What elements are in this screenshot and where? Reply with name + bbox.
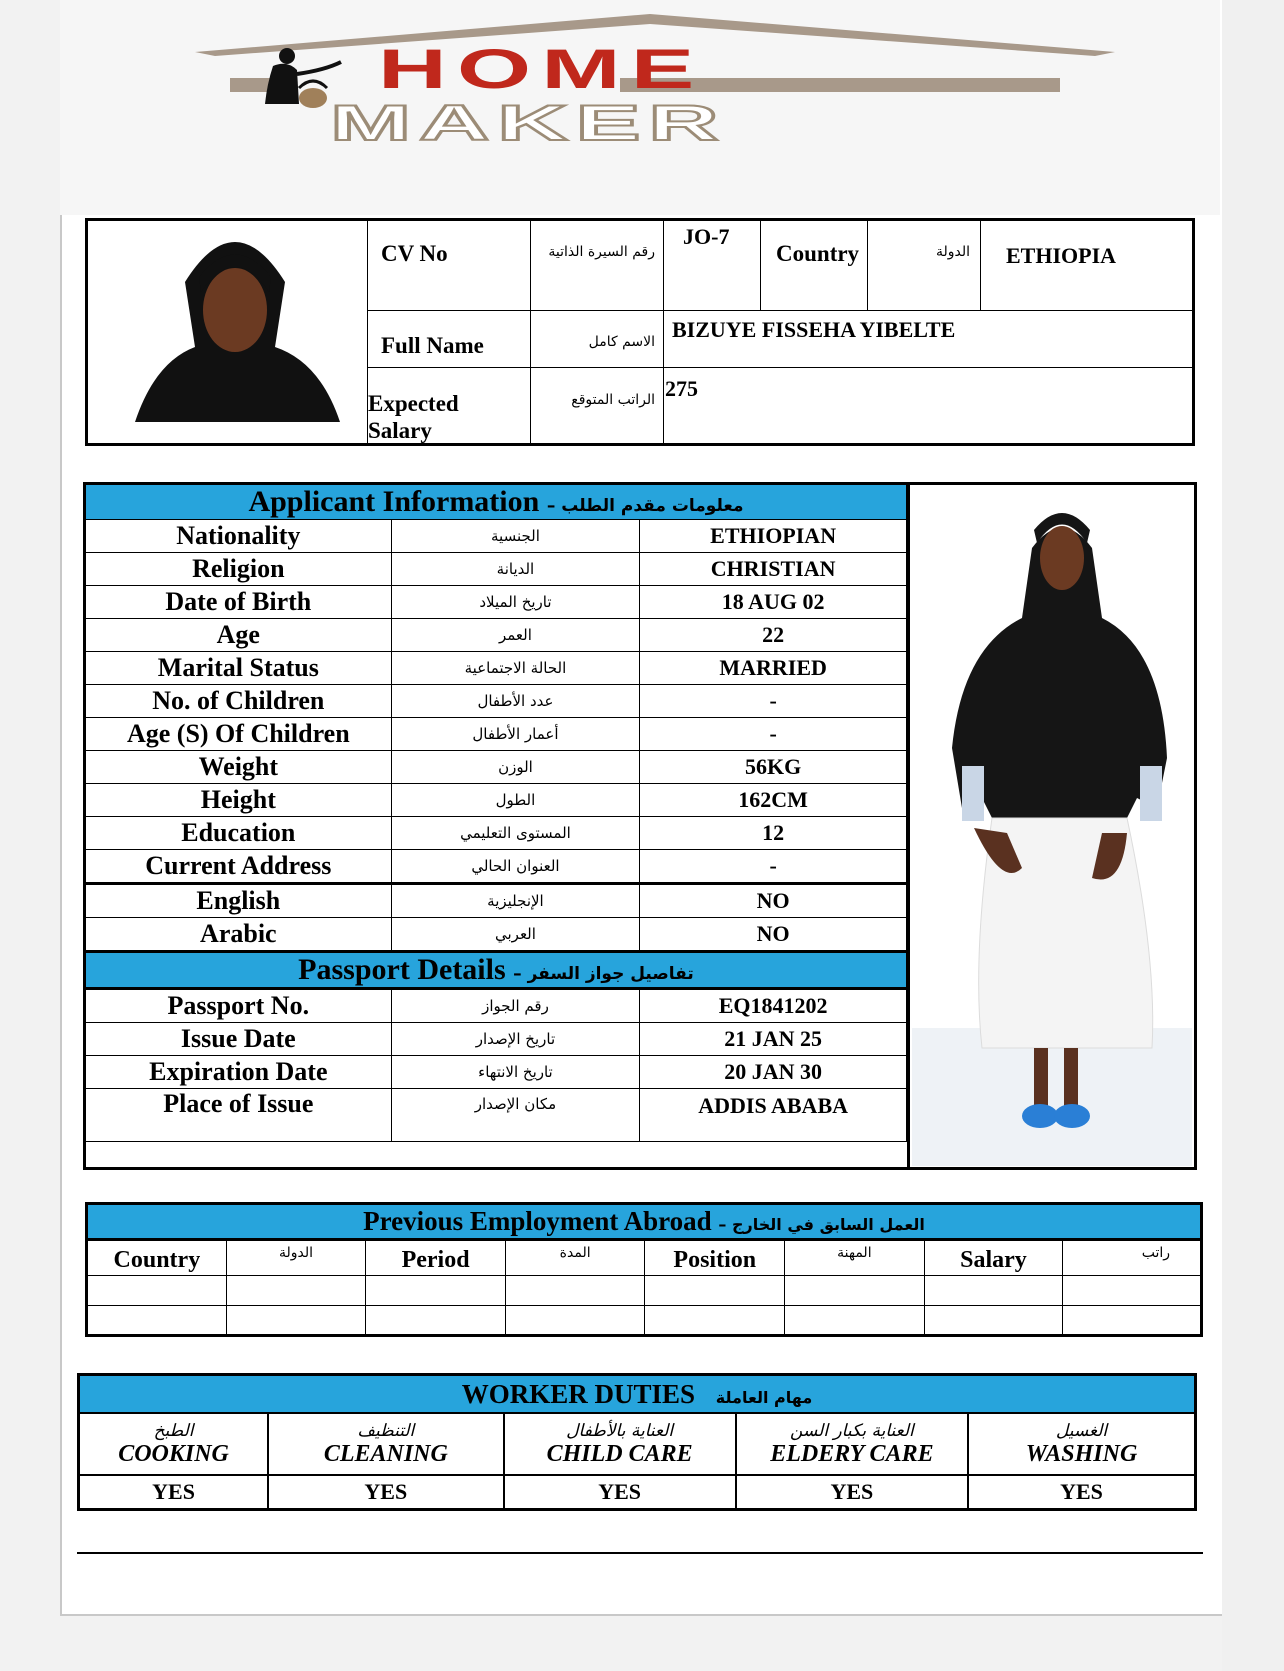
row-label: Date of Birth: [86, 586, 392, 619]
row-label-ar: العمر: [391, 619, 640, 652]
row-value: 18 AUG 02: [640, 586, 907, 619]
row-label-ar: الوزن: [391, 751, 640, 784]
applicant-info-table: [85, 484, 907, 1142]
col-position-ar: المهنة: [785, 1240, 925, 1276]
duty-label: COOKING: [118, 1440, 229, 1467]
row-value: EQ1841202: [640, 989, 907, 1023]
table-row: [86, 718, 907, 751]
row-value: 20 JAN 30: [640, 1056, 907, 1089]
table-row: [86, 1056, 907, 1089]
col-salary: Salary: [924, 1240, 1063, 1276]
duty-value: YES: [268, 1475, 503, 1509]
col-country: Country: [87, 1240, 227, 1276]
duty-child-care: [504, 1413, 736, 1475]
row-value: -: [640, 685, 907, 718]
expected-salary-label-ar: الراتب المتوقع: [571, 392, 655, 408]
duty-label: CHILD CARE: [546, 1440, 693, 1467]
row-label-ar: العربي: [391, 918, 640, 952]
table-row: [86, 553, 907, 586]
duty-label-ar: الطبخ: [153, 1420, 194, 1441]
table-row: [86, 784, 907, 817]
worker-duties-header: [79, 1375, 1196, 1414]
row-label: Marital Status: [86, 652, 392, 685]
cv-no-label: CV No: [381, 241, 448, 266]
row-value: -: [640, 718, 907, 751]
duty-cleaning: [268, 1413, 503, 1475]
previous-employment-table: [85, 1202, 1203, 1337]
divider: [907, 482, 910, 1170]
row-label: Age: [86, 619, 392, 652]
duty-label: WASHING: [1025, 1440, 1138, 1467]
duty-value: YES: [79, 1475, 269, 1509]
divider: [663, 218, 664, 446]
row-value: 56KG: [640, 751, 907, 784]
table-row: [86, 652, 907, 685]
duty-labels-row: [79, 1413, 1196, 1475]
full-name-value: BIZUYE FISSEHA YIBELTE: [672, 317, 956, 342]
cv-no-value: JO-7: [683, 224, 730, 249]
row-value: CHRISTIAN: [640, 553, 907, 586]
table-row: [86, 850, 907, 884]
row-label-ar: الحالة الاجتماعية: [391, 652, 640, 685]
col-country-ar: الدولة: [226, 1240, 366, 1276]
table-row: [86, 1023, 907, 1056]
table-row: [86, 884, 907, 918]
row-label-ar: تاريخ الإصدار: [391, 1023, 640, 1056]
duty-values-row: [79, 1475, 1196, 1509]
row-label: Passport No.: [86, 989, 392, 1023]
duty-label-ar: التنظيف: [357, 1420, 415, 1441]
previous-employment-title-ar: – العمل السابق في الخارج: [718, 1215, 925, 1234]
row-label: Arabic: [86, 918, 392, 952]
divider: [367, 367, 1195, 368]
row-value: NO: [640, 918, 907, 952]
worker-duties-title: WORKER DUTIES: [461, 1378, 696, 1409]
table-row: [87, 1276, 1202, 1306]
applicant-info-title-ar: – معلومات مقدم الطلب: [546, 496, 744, 516]
logo-maker-text: MAKER: [330, 95, 727, 151]
passport-details-title: Passport Details: [298, 953, 506, 986]
duty-label-ar: العناية بالأطفال: [566, 1420, 674, 1441]
duty-label: CLEANING: [323, 1440, 448, 1467]
row-label: Height: [86, 784, 392, 817]
table-row: [87, 1306, 1202, 1336]
applicant-portrait-photo: [125, 222, 345, 422]
col-salary-ar: راتب: [1063, 1240, 1202, 1276]
row-label-ar: رقم الجواز: [391, 989, 640, 1023]
table-row: [86, 586, 907, 619]
table-row: [86, 619, 907, 652]
table-row: [86, 751, 907, 784]
col-period-ar: المدة: [505, 1240, 644, 1276]
row-value: ADDIS ABABA: [640, 1089, 907, 1142]
row-label-ar: تاريخ الميلاد: [391, 586, 640, 619]
worker-duties-title-ar: مهام العاملة: [715, 1387, 813, 1407]
duty-value: YES: [968, 1475, 1195, 1509]
row-label-ar: أعمار الأطفال: [391, 718, 640, 751]
duty-cooking: [79, 1413, 269, 1475]
applicant-info-title: Applicant Information: [248, 485, 540, 518]
logo-home-text: HOME: [378, 37, 705, 100]
cv-no-label-ar: رقم السيرة الذاتية: [548, 244, 655, 260]
previous-employment-title: Previous Employment Abroad: [363, 1206, 712, 1236]
row-label: No. of Children: [86, 685, 392, 718]
table-row: [86, 817, 907, 850]
divider: [867, 218, 868, 310]
row-label-ar: الإنجليزية: [391, 884, 640, 918]
divider: [760, 218, 761, 310]
previous-employment-header: [87, 1204, 1202, 1240]
row-label-ar: الديانة: [391, 553, 640, 586]
applicant-info-header: [86, 485, 907, 520]
table-row: [86, 989, 907, 1023]
duty-label-ar: العناية بكبار السن: [790, 1420, 914, 1441]
passport-details-header: [86, 952, 907, 989]
row-label: Religion: [86, 553, 392, 586]
divider: [367, 310, 1195, 311]
row-value: NO: [640, 884, 907, 918]
row-label: Nationality: [86, 520, 392, 553]
expected-salary-value: 275: [665, 376, 698, 401]
row-label-ar: الطول: [391, 784, 640, 817]
duty-value: YES: [504, 1475, 736, 1509]
table-header-row: [87, 1240, 1202, 1276]
row-value: 22: [640, 619, 907, 652]
col-position: Position: [645, 1240, 785, 1276]
duty-label-ar: الغسيل: [1055, 1420, 1108, 1441]
duty-label: ELDERY CARE: [770, 1440, 934, 1467]
row-label: Expiration Date: [86, 1056, 392, 1089]
worker-duties-table: [77, 1373, 1197, 1511]
row-label-ar: المستوى التعليمي: [391, 817, 640, 850]
divider: [530, 218, 531, 446]
row-value: ETHIOPIAN: [640, 520, 907, 553]
duty-value: YES: [736, 1475, 968, 1509]
table-row: [86, 918, 907, 952]
row-label: Current Address: [86, 850, 392, 884]
row-label-ar: عدد الأطفال: [391, 685, 640, 718]
divider: [980, 218, 981, 310]
row-value: 162CM: [640, 784, 907, 817]
duty-washing: [968, 1413, 1195, 1475]
table-row: [86, 685, 907, 718]
row-value: -: [640, 850, 907, 884]
country-label-ar: الدولة: [935, 244, 970, 260]
row-label: Place of Issue: [86, 1089, 392, 1142]
row-label: Issue Date: [86, 1023, 392, 1056]
duty-eldery-care: [736, 1413, 968, 1475]
row-label-ar: مكان الإصدار: [391, 1089, 640, 1142]
footer-rule: [77, 1552, 1203, 1554]
row-value: 12: [640, 817, 907, 850]
row-value: 21 JAN 25: [640, 1023, 907, 1056]
row-label: Age (S) Of Children: [86, 718, 392, 751]
passport-details-title-ar: – تفاصيل جواز السفر: [513, 964, 694, 984]
expected-salary-label: Expected Salary: [368, 391, 459, 443]
country-value: ETHIOPIA: [1006, 243, 1117, 268]
row-label-ar: العنوان الحالي: [391, 850, 640, 884]
table-row: [86, 1089, 907, 1142]
row-label: English: [86, 884, 392, 918]
row-label-ar: تاريخ الانتهاء: [391, 1056, 640, 1089]
table-row: [86, 520, 907, 553]
full-name-label-ar: الاسم كامل: [588, 334, 655, 350]
applicant-full-body-photo: [912, 488, 1192, 1166]
row-label-ar: الجنسية: [391, 520, 640, 553]
country-label: Country: [776, 241, 860, 266]
page-gutter: [1222, 0, 1284, 1671]
row-value: MARRIED: [640, 652, 907, 685]
full-name-label: Full Name: [381, 333, 484, 358]
row-label: Education: [86, 817, 392, 850]
row-label: Weight: [86, 751, 392, 784]
col-period: Period: [366, 1240, 506, 1276]
